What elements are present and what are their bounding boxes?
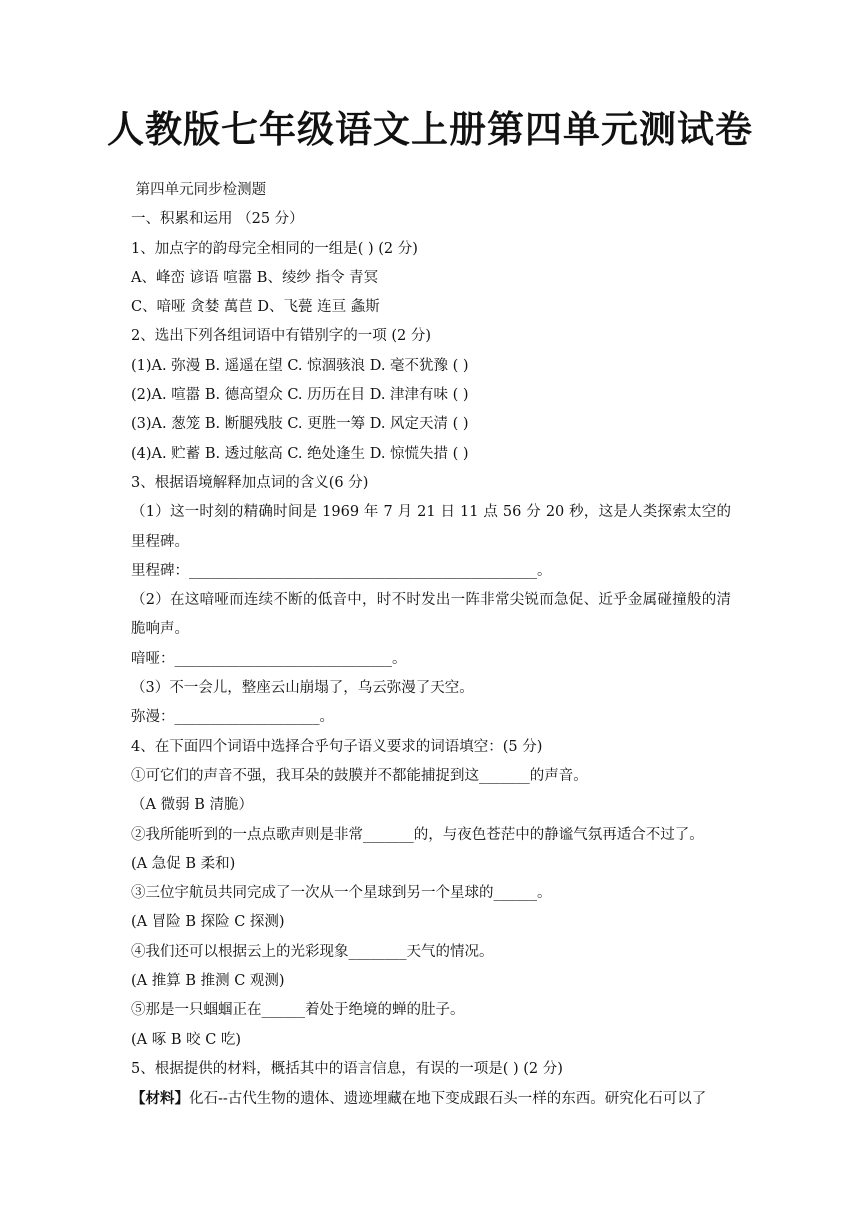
question-4-item-5: ⑤那是一只蝈蝈正在______着处于绝境的蝉的肚子。 <box>131 1002 465 1019</box>
question-3-sentence-2: （2）在这喑哑而连续不断的低音中，时不时发出一阵非常尖锐而急促、近乎金属碰撞般的清脆响声。 <box>131 592 731 638</box>
question-4-item-1: ①可它们的声音不强，我耳朵的鼓膜并不都能捕捉到这_______的声音。 <box>131 767 588 784</box>
question-2-item-3: (3)A. 葱笼 B. 断腿残肢 C. 更胜一筹 D. 风定天清 ( ) <box>131 416 469 433</box>
question-2-item-4: (4)A. 贮蓄 B. 透过舷高 C. 绝处逢生 D. 惊慌失措 ( ) <box>131 445 469 462</box>
section-heading: 一、积累和运用 （25 分） <box>131 211 304 228</box>
section-subtitle: 第四单元同步检测题 <box>131 182 267 198</box>
question-3-sentence-3: （3）不一会儿，整座云山崩塌了，乌云弥漫了天空。 <box>131 680 474 697</box>
question-4-item-5-options: (A 啄 B 咬 C 吃) <box>131 1031 242 1048</box>
question-4: 4、在下面四个词语中选择合乎句子语义要求的词语填空：(5 分) <box>131 738 543 755</box>
question-4-item-2: ②我所能听到的一点点歌声则是非常_______的，与夜色苍茫中的静谧气氛再适合不过了。 <box>131 826 704 843</box>
question-1-options-ab: A、峰峦 谚语 喧嚣 B、绫纱 指令 青冥 <box>131 269 379 286</box>
material-paragraph <box>131 1084 731 1114</box>
question-3-sentence-1: （1）这一时刻的精确时间是 1969 年 7 月 21 日 11 点 56 分 20 秒，这是人类探索太空的里程碑。 <box>131 504 731 550</box>
question-3-answer-3: 弥漫：____________________。 <box>131 709 334 726</box>
question-3: 3、根据语境解释加点词的含义(6 分) <box>131 474 369 491</box>
question-1: 1、加点字的韵母完全相同的一组是( ) (2 分) <box>131 240 418 257</box>
material-label: 【材料】 <box>131 1090 189 1108</box>
question-5: 5、根据提供的材料，概括其中的语言信息，有误的一项是( ) (2 分) <box>131 1060 563 1077</box>
question-4-item-1-options: （A 微弱 B 清脆） <box>131 797 253 814</box>
question-2-item-1: (1)A. 弥漫 B. 遥遥在望 C. 惊涸骇浪 D. 毫不犹豫 ( ) <box>131 357 469 374</box>
document-title: 人教版七年级语文上册第四单元测试卷 <box>107 107 753 151</box>
material-text: 化石--古代生物的遗体、遗迹埋藏在地下变成跟石头一样的东西。研究化石可以了 <box>189 1091 707 1108</box>
question-4-item-2-options: (A 急促 B 柔和) <box>131 855 236 872</box>
question-4-item-4-options: (A 推算 B 推测 C 观测) <box>131 973 285 990</box>
question-3-answer-2: 喑哑：______________________________。 <box>131 650 407 667</box>
question-4-item-3-options: (A 冒险 B 探险 C 探测) <box>131 914 285 931</box>
question-3-answer-1: 里程碑：________________________________________________。 <box>131 562 552 579</box>
document-body <box>131 176 731 1115</box>
question-4-item-4: ④我们还可以根据云上的光彩现象________天气的情况。 <box>131 943 494 960</box>
question-2: 2、选出下列各组词语中有错别字的一项 (2 分) <box>131 328 431 345</box>
question-1-options-cd: C、喑哑 贪婪 萬苣 D、飞甍 连亘 螽斯 <box>131 299 380 316</box>
question-2-item-2: (2)A. 喧嚣 B. 德高望众 C. 历历在目 D. 津津有味 ( ) <box>131 387 469 404</box>
question-4-item-3: ③三位宇航员共同完成了一次从一个星球到另一个星球的______。 <box>131 885 552 902</box>
